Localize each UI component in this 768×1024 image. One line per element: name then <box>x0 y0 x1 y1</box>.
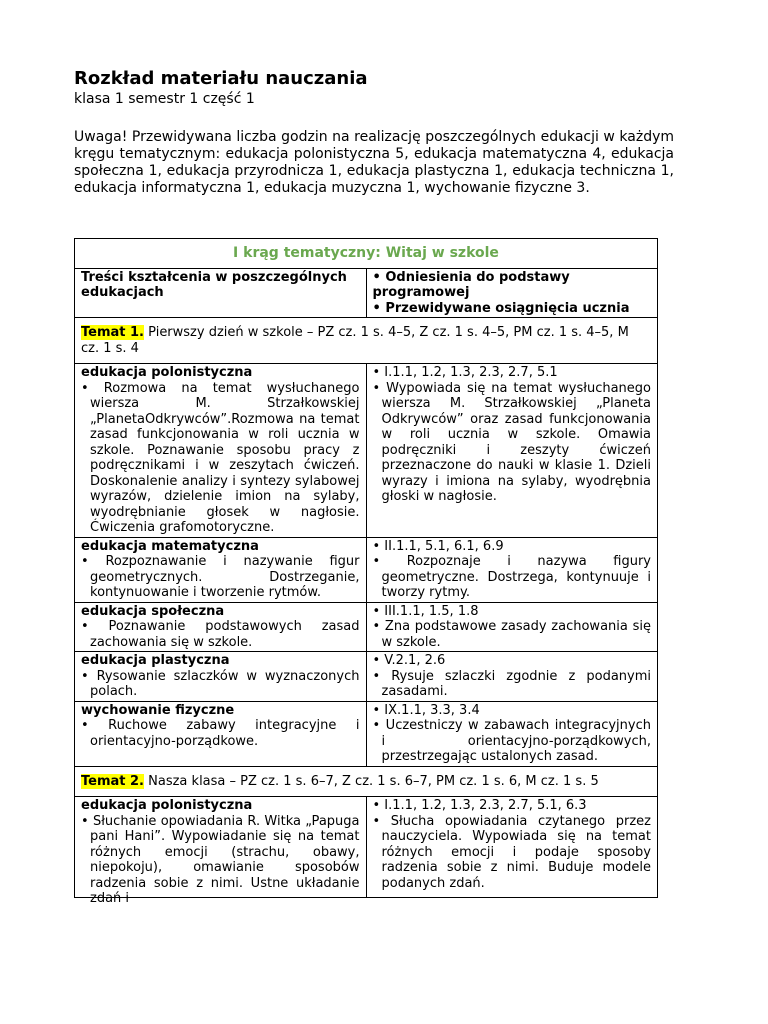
reference-text: • V.2.1, 2.6 <box>372 653 446 668</box>
header-outcome-line: • Przewidywane osiągnięcia ucznia <box>372 300 630 316</box>
reference-text: • III.1.1, 1.5, 1.8 <box>372 603 479 619</box>
header-references <box>366 268 658 318</box>
content-cell <box>75 364 367 538</box>
subject-name: wychowanie fizyczne <box>81 702 235 718</box>
table-row <box>75 364 658 538</box>
content-text: • Rozpoznawanie i nazywanie figur geometrycznych. Dostrzeganie, kontynuowanie i tworzenie rytmów. <box>81 554 360 600</box>
subject-name: edukacja polonistyczna <box>81 365 253 380</box>
outcome-text: • Uczestniczy w zabawach integracyjnych i orientacyjno-porządkowych, przestrzegając ustalonych zasad. <box>372 718 651 764</box>
outcome-cell <box>366 364 658 538</box>
header-ref-line: • Odniesienia do podstawy programowej <box>372 269 570 300</box>
reference-text: • I.1.1, 1.2, 1.3, 2.3, 2.7, 5.1 <box>372 365 558 380</box>
reference-text: • IX.1.1, 3.3, 3.4 <box>372 702 480 718</box>
topic-2-label: Temat 2. <box>81 773 145 789</box>
outcome-text: • Rozpoznaje i nazywa figury geometryczne. Dostrzega, kontynuuje i tworzy rytmy. <box>372 554 651 600</box>
hours-note: Uwaga! Przewidywana liczba godzin na realizację poszczególnych edukacji w każdym kręgu tematycznym: edukacja polonistyczna 5, edukacja matematyczna 4, edukacja społeczna 1, edukacja przyrodnicza 1, edukacja plastyczna 1, edukacja techniczna 1, edukacja informatyczna 1, edukacja muzyczna 1, wychowanie fizyczne 3. <box>74 129 674 196</box>
content-text: • Rysowanie szlaczków w wyznaczonych polach. <box>81 668 360 699</box>
content-text: • Słuchanie opowiadania R. Witka „Papuga pani Hani”. Wypowiadanie się na temat różnych emocji (strachu, obawy, niepokoju), omawianie sposobów radzenia sobie z nimi. Ustne układanie zdań i <box>81 813 360 906</box>
content-cell <box>75 537 367 602</box>
document-subtitle: klasa 1 semestr 1 część 1 <box>74 91 255 107</box>
subject-name: edukacja społeczna <box>81 603 225 619</box>
document-title: Rozkład materiału nauczania <box>74 68 368 89</box>
content-text: • Rozmowa na temat wysłuchanego wiersza M. Strzałkowskiej „PlanetaOdkrywców”.Rozmowa na temat zasad funkcjonowania w roli ucznia w szkole. Poznawanie sposobu pracy z podręcznikami i w zeszytach ćwiczeń. Doskonalenie analizy i syntezy sylabowej wyrazów, dzielenie imion na sylaby, wyodrębnianie głosek w nagłosie. Ćwiczenia grafomotoryczne. <box>81 380 360 535</box>
curriculum-table <box>74 238 658 906</box>
outcome-cell <box>366 602 658 652</box>
content-cell <box>75 652 367 702</box>
outcome-text: • Słucha opowiadania czytanego przez nauczyciela. Wypowiada się na temat różnych emocji i podaje sposoby radzenia sobie z nimi. Buduje modele podanych zdań. <box>372 813 651 891</box>
outcome-cell <box>366 797 658 898</box>
outcome-text: • Wypowiada się na temat wysłuchanego wiersza M. Strzałkowskiej „Planeta Odkrywców” oraz zasad funkcjonowania w roli ucznia w szkole. Omawia podręczniki i zeszyty ćwiczeń przeznaczone do nauki w klasie 1. Dzieli wyrazy i imiona na sylaby, wyodrębnia głoski w nagłosie. <box>372 380 651 504</box>
content-cell <box>75 701 367 766</box>
subject-name: edukacja polonistyczna <box>81 798 253 813</box>
outcome-cell <box>366 701 658 766</box>
topic-2-text: Nasza klasa – PZ cz. 1 s. 6–7, Z cz. 1 s. 6–7, PM cz. 1 s. 6, M cz. 1 s. 5 <box>144 773 599 789</box>
reference-text: • I.1.1, 1.2, 1.3, 2.3, 2.7, 5.1, 6.3 <box>372 798 587 813</box>
subject-name: edukacja plastyczna <box>81 653 230 668</box>
table-row <box>75 652 658 702</box>
content-cell <box>75 602 367 652</box>
topic-1-row <box>75 318 658 364</box>
content-text: • Poznawanie podstawowych zasad zachowania się w szkole. <box>81 619 360 650</box>
header-content: Treści kształcenia w poszczególnych edukacjach <box>75 268 367 318</box>
outcome-cell <box>366 652 658 702</box>
table-row <box>75 797 658 898</box>
reference-text: • II.1.1, 5.1, 6.1, 6.9 <box>372 538 504 554</box>
content-cell <box>75 797 367 906</box>
table-row <box>75 602 658 652</box>
document-page <box>74 68 674 197</box>
outcome-cell <box>366 537 658 602</box>
outcome-text: • Rysuje szlaczki zgodnie z podanymi zasadami. <box>372 668 651 699</box>
topic-2-row <box>75 766 658 797</box>
topic-1-label: Temat 1. <box>81 325 145 340</box>
outcome-text: • Zna podstawowe zasady zachowania się w szkole. <box>372 619 651 650</box>
topic-1-text: Pierwszy dzień w szkole – PZ cz. 1 s. 4–5, Z cz. 1 s. 4–5, PM cz. 1 s. 4–5, M cz. 1 s. 4 <box>81 325 629 356</box>
table-row <box>75 701 658 766</box>
content-text: • Ruchowe zabawy integracyjne i orientacyjno-porządkowe. <box>81 718 360 749</box>
subject-name: edukacja matematyczna <box>81 538 259 554</box>
table-row <box>75 537 658 602</box>
theme-circle-heading: I krąg tematyczny: Witaj w szkole <box>75 239 658 269</box>
